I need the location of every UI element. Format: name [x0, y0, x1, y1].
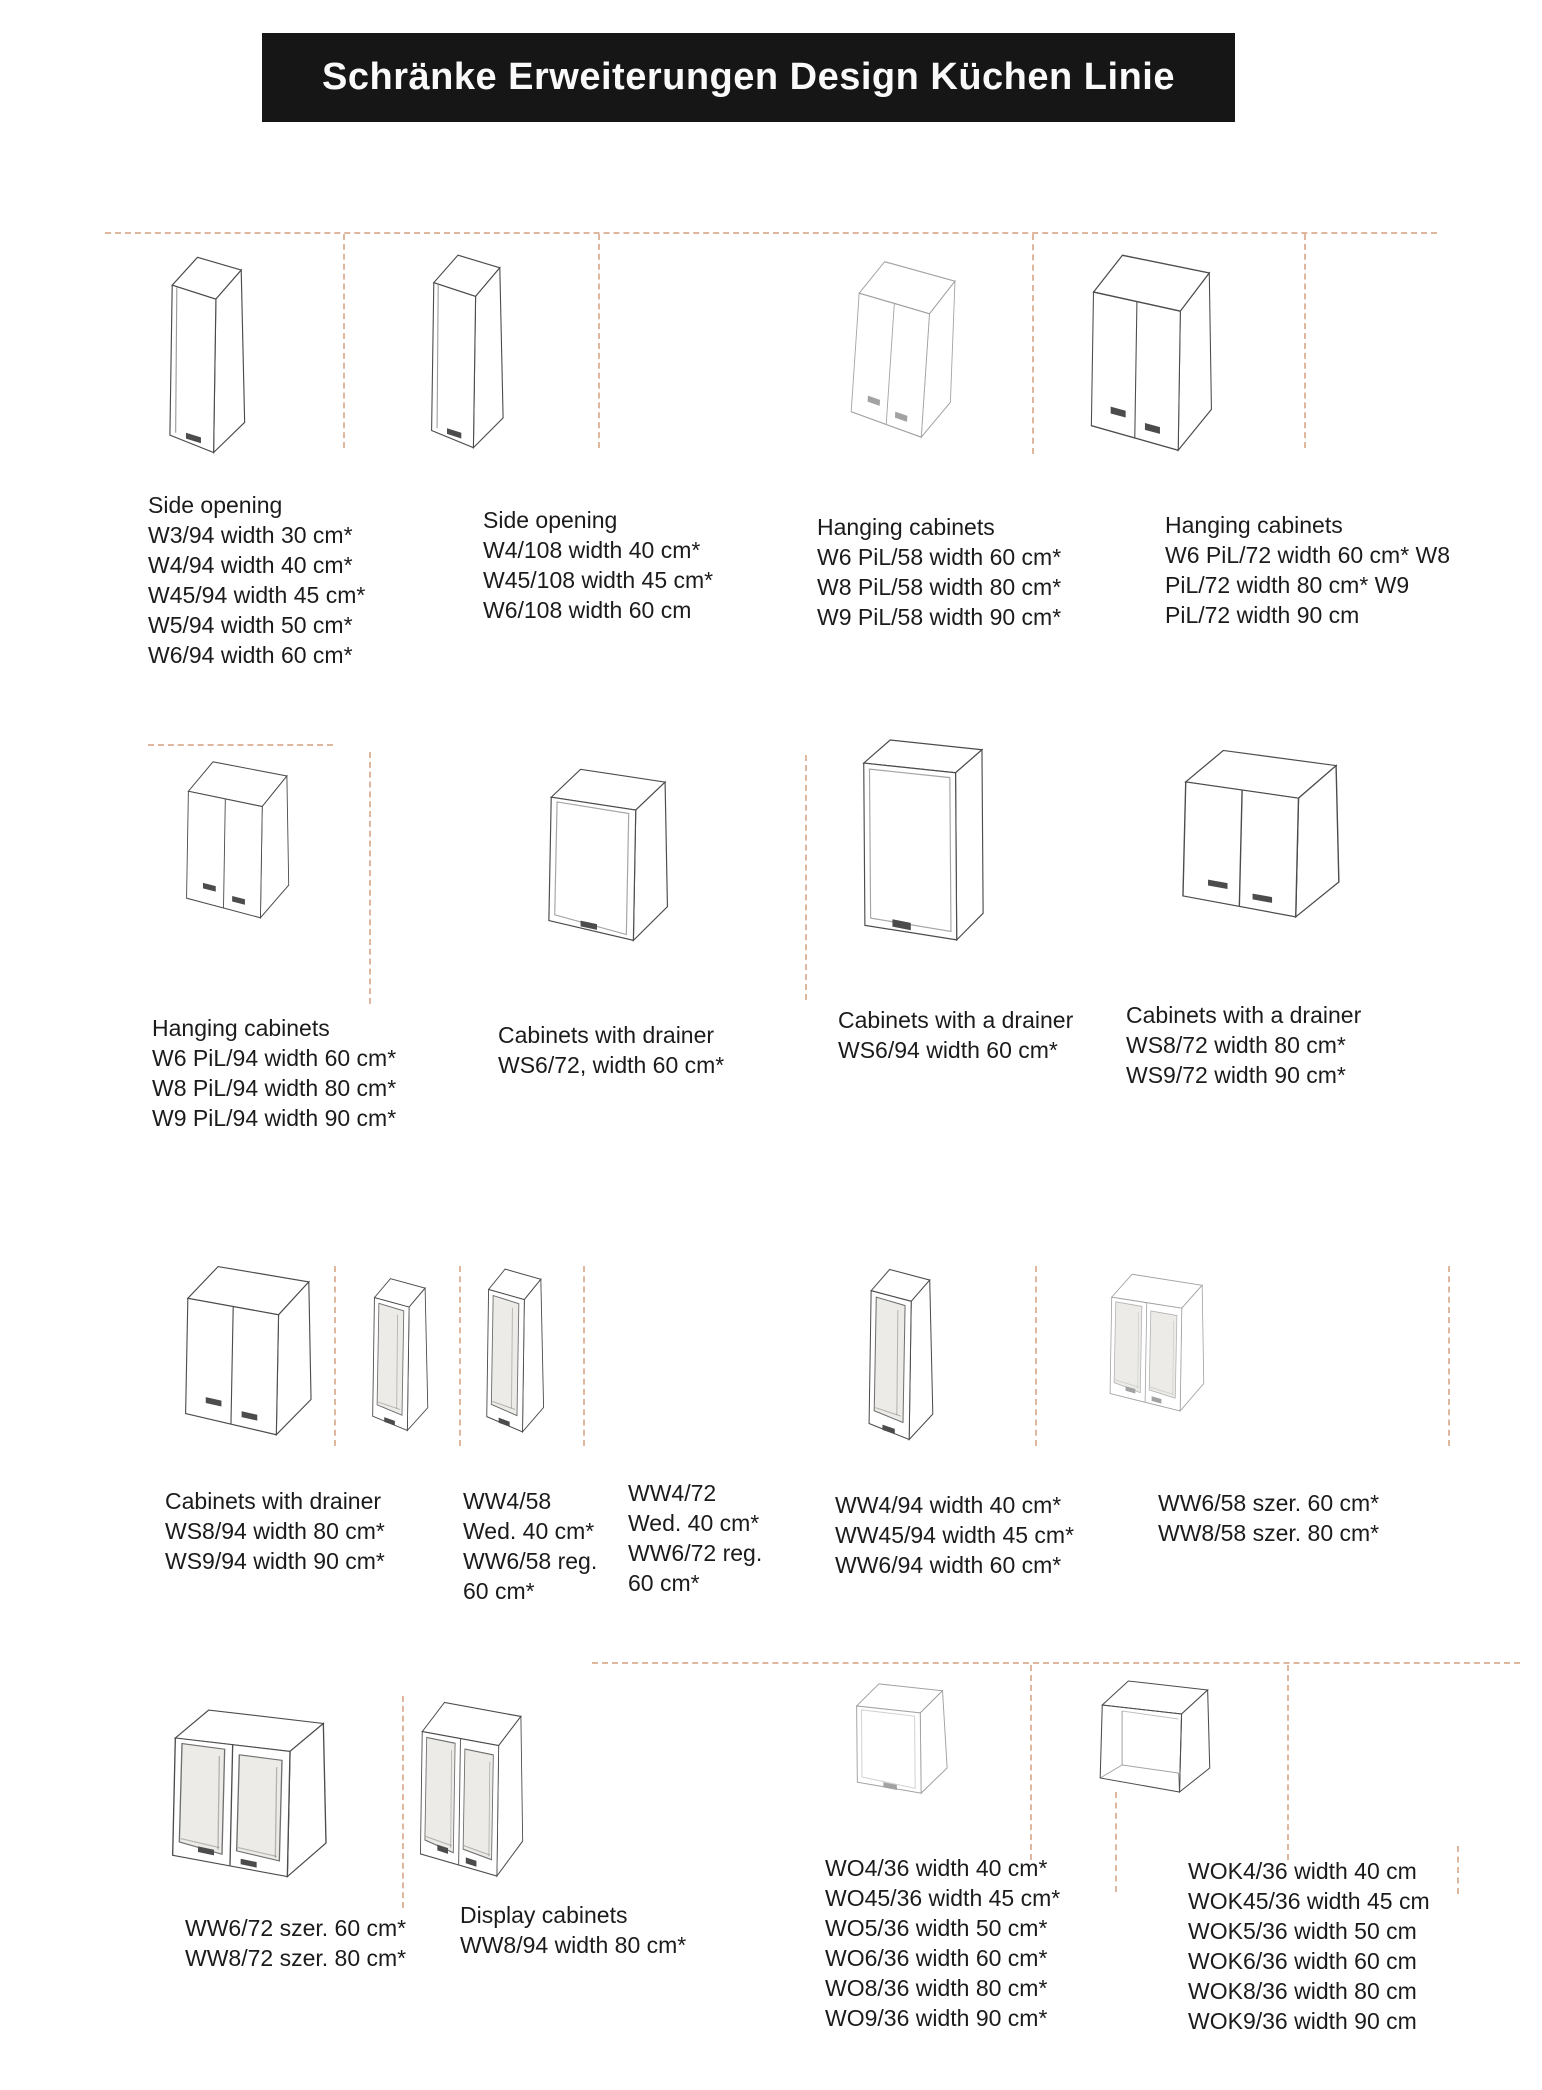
label-line: Cabinets with drainer — [165, 1488, 382, 1514]
product-label-r4c1 — [185, 1913, 406, 1973]
label-line: Side opening — [483, 507, 618, 533]
row4-divider — [1030, 1665, 1032, 1860]
cabinet-drawing-ww894 — [416, 1692, 536, 1890]
cabinet-drawing-ws94 — [180, 1256, 320, 1450]
label-line: Hanging cabinets — [152, 1015, 330, 1041]
label-line: Side opening — [148, 492, 283, 518]
label-line: WO45/36 width 45 cm* — [825, 1885, 1061, 1911]
label-line: W9 PiL/58 width 90 cm* — [817, 604, 1062, 630]
cabinet-drawing-ws72 — [1176, 740, 1350, 932]
cabinet-drawing-pil72 — [1086, 243, 1220, 468]
label-line: Cabinets with a drainer — [1126, 1002, 1362, 1028]
label-line: W5/94 width 50 cm* — [148, 612, 353, 638]
product-label-r3c5 — [1158, 1488, 1379, 1548]
product-label-r2c4 — [1126, 1000, 1361, 1090]
row1-divider — [598, 234, 600, 448]
label-line: WOK9/36 width 90 cm — [1188, 2008, 1417, 2034]
label-line: Cabinets with a drainer — [838, 1007, 1074, 1033]
product-label-r1c4 — [1165, 510, 1450, 630]
label-line: W6/94 width 60 cm* — [148, 642, 353, 668]
row3-divider — [583, 1266, 585, 1446]
cabinet-drawing-ws694 — [858, 734, 990, 952]
row4-top-rule — [592, 1662, 1520, 1664]
label-line: Cabinets with drainer — [498, 1022, 715, 1048]
label-line: WOK6/36 width 60 cm — [1188, 1948, 1417, 1974]
label-line: WO4/36 width 40 cm* — [825, 1855, 1048, 1881]
cabinet-drawing-ww494 — [866, 1262, 940, 1448]
label-line: WS9/72 width 90 cm* — [1126, 1062, 1346, 1088]
cabinet-drawing-pil58 — [845, 249, 965, 454]
product-label-r1c2 — [483, 505, 713, 625]
cabinet-drawing-ww658 — [1106, 1266, 1216, 1422]
row1-divider — [343, 234, 345, 448]
label-line: WOK8/36 width 80 cm — [1188, 1978, 1417, 2004]
label-line: WW4/94 width 40 cm* — [835, 1492, 1062, 1518]
product-label-r1c1 — [148, 490, 365, 670]
cabinet-drawing-ws672 — [543, 760, 678, 952]
row4-divider — [402, 1696, 404, 1908]
label-line: W3/94 width 30 cm* — [148, 522, 353, 548]
label-line: WW6/58 reg. — [463, 1548, 598, 1574]
page-title: Schränke Erweiterungen Design Küchen Linie — [322, 56, 1175, 98]
label-line: 60 cm* — [628, 1570, 700, 1596]
label-line: WW6/72 szer. 60 cm* — [185, 1915, 407, 1941]
product-label-r4c3 — [825, 1853, 1060, 2033]
label-line: Wed. 40 cm* — [628, 1510, 760, 1536]
label-line: Hanging cabinets — [1165, 512, 1343, 538]
row3-divider — [459, 1266, 461, 1446]
title-banner — [262, 33, 1235, 122]
label-line: W8 PiL/94 width 80 cm* — [152, 1075, 397, 1101]
product-label-r4c2 — [460, 1900, 686, 1960]
label-line: WS8/72 width 80 cm* — [1126, 1032, 1346, 1058]
row1-divider — [1304, 234, 1306, 448]
label-line: W6/108 width 60 cm — [483, 597, 692, 623]
cabinet-drawing-tall-w94 — [163, 248, 255, 463]
cabinet-drawing-tall-w108 — [425, 246, 513, 458]
label-line: PiL/72 width 80 cm* W9 — [1165, 572, 1410, 598]
row2-top-rule — [148, 744, 333, 746]
label-line: W4/108 width 40 cm* — [483, 537, 701, 563]
cabinet-drawing-wo36 — [851, 1674, 951, 1804]
label-line: W8 PiL/58 width 80 cm* — [817, 574, 1062, 600]
label-line: 60 cm* — [463, 1578, 535, 1604]
row4-divider — [1115, 1792, 1117, 1892]
row3-divider — [1035, 1266, 1037, 1446]
product-label-r3c4 — [835, 1490, 1074, 1580]
product-label-r1c3 — [817, 512, 1061, 632]
row3-divider — [1448, 1266, 1450, 1446]
row2-divider — [805, 755, 807, 1000]
label-line: WOK4/36 width 40 cm — [1188, 1858, 1417, 1884]
label-line: WW6/58 szer. 60 cm* — [1158, 1490, 1380, 1516]
label-line: WW45/94 width 45 cm* — [835, 1522, 1075, 1548]
label-line: W6 PiL/94 width 60 cm* — [152, 1045, 397, 1071]
label-line: WW4/58 — [463, 1488, 552, 1514]
label-line: WW6/94 width 60 cm* — [835, 1552, 1062, 1578]
label-line: WOK5/36 width 50 cm — [1188, 1918, 1417, 1944]
label-line: WS8/94 width 80 cm* — [165, 1518, 385, 1544]
product-label-r3c2 — [463, 1486, 597, 1606]
cabinet-drawing-wok36 — [1096, 1674, 1216, 1804]
row1-divider — [1032, 234, 1034, 454]
product-label-r3c3 — [628, 1478, 762, 1598]
row4-divider — [1457, 1846, 1459, 1894]
row3-divider — [334, 1266, 336, 1446]
label-line: WO9/36 width 90 cm* — [825, 2005, 1048, 2031]
row4-divider — [1287, 1665, 1289, 1860]
cabinet-drawing-ww472 — [484, 1262, 550, 1440]
label-line: WO6/36 width 60 cm* — [825, 1945, 1048, 1971]
label-line: WW8/72 szer. 80 cm* — [185, 1945, 407, 1971]
label-line: Hanging cabinets — [817, 514, 995, 540]
label-line: W6 PiL/72 width 60 cm* W8 — [1165, 542, 1451, 568]
label-line: WW6/72 reg. — [628, 1540, 763, 1566]
row1-top-rule — [105, 232, 1437, 234]
cabinet-drawing-ww672 — [166, 1700, 346, 1890]
label-line: W45/94 width 45 cm* — [148, 582, 366, 608]
label-line: WS6/72, width 60 cm* — [498, 1052, 725, 1078]
label-line: WO8/36 width 80 cm* — [825, 1975, 1048, 2001]
label-line: W6 PiL/58 width 60 cm* — [817, 544, 1062, 570]
label-line: WW8/58 szer. 80 cm* — [1158, 1520, 1380, 1546]
cabinet-drawing-ww458 — [370, 1272, 434, 1438]
label-line: W45/108 width 45 cm* — [483, 567, 714, 593]
label-line: WO5/36 width 50 cm* — [825, 1915, 1048, 1941]
product-label-r4c4 — [1188, 1856, 1430, 2036]
label-line: WOK45/36 width 45 cm — [1188, 1888, 1430, 1914]
label-line: PiL/72 width 90 cm — [1165, 602, 1360, 628]
cabinet-drawing-pil94 — [182, 752, 296, 932]
label-line: WS6/94 width 60 cm* — [838, 1037, 1058, 1063]
label-line: WW8/94 width 80 cm* — [460, 1932, 687, 1958]
product-label-r2c3 — [838, 1005, 1073, 1065]
product-label-r2c1 — [152, 1013, 396, 1133]
label-line: Wed. 40 cm* — [463, 1518, 595, 1544]
label-line: W9 PiL/94 width 90 cm* — [152, 1105, 397, 1131]
label-line: WS9/94 width 90 cm* — [165, 1548, 385, 1574]
label-line: W4/94 width 40 cm* — [148, 552, 353, 578]
row2-divider — [369, 752, 371, 1004]
product-label-r2c2 — [498, 1020, 724, 1080]
label-line: WW4/72 — [628, 1480, 717, 1506]
product-label-r3c1 — [165, 1486, 385, 1576]
label-line: Display cabinets — [460, 1902, 628, 1928]
